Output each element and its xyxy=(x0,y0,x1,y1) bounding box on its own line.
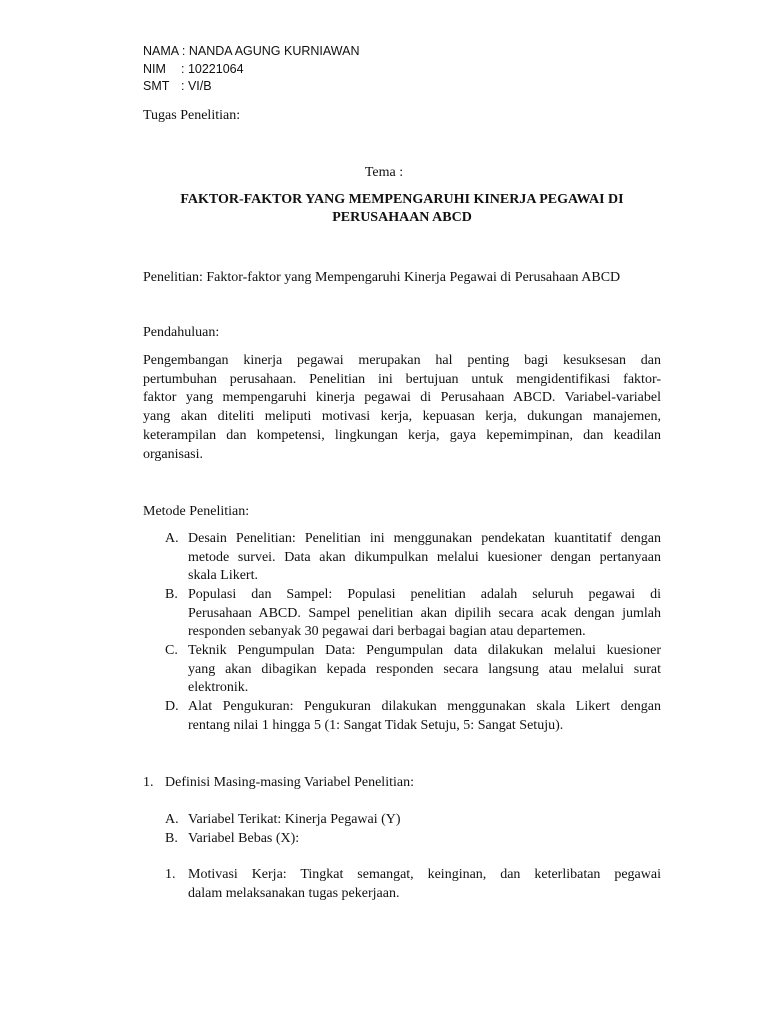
title-line-2: PERUSAHAAN ABCD xyxy=(332,210,472,225)
smt-value: : VI/B xyxy=(181,79,212,93)
list-marker: A. xyxy=(165,812,179,827)
paragraph-line: organisasi. xyxy=(143,446,204,462)
item-line: dalam melaksanakan tugas pekerjaan. xyxy=(188,885,400,901)
item-line: responden sebanyak 30 pegawai dari berbagai bagian atau departemen. xyxy=(188,624,586,640)
item-line: Desain Penelitian: Penelitian ini menggunakan pendekatan kuantitatif dengan xyxy=(188,531,661,546)
nim-value: : 10221064 xyxy=(181,62,244,76)
list-marker: A. xyxy=(165,531,179,546)
list-marker: D. xyxy=(165,699,179,714)
list-marker: B. xyxy=(165,831,178,846)
item-line: Motivasi Kerja: Tingkat semangat, keinginan, dan keterlibatan pegawai xyxy=(188,867,661,882)
item-line: elektronik. xyxy=(188,680,249,696)
title-line-1: FAKTOR-FAKTOR YANG MEMPENGARUHI KINERJA PEGAWAI DI xyxy=(180,192,624,207)
pendahuluan-paragraph xyxy=(143,352,661,464)
paragraph-line: faktor yang mempengaruhi kinerja pegawai di Perusahaan ABCD. Variabel-variabel xyxy=(143,390,661,406)
tema-label: Tema : xyxy=(364,165,404,180)
item-line: Populasi dan Sampel: Populasi penelitian adalah seluruh pegawai di xyxy=(188,587,661,602)
paragraph-line: Pengembangan kinerja pegawai merupakan hal penting bagi kesuksesan dan xyxy=(143,353,661,368)
variabel-bebas: Variabel Bebas (X): xyxy=(188,831,300,846)
item-line: yang akan dibagikan kepada responden secara langsung atau melalui surat xyxy=(188,661,661,677)
item-line: metode survei. Data akan dikumpulkan melalui kuesioner dengan pertanyaan xyxy=(188,549,661,565)
paragraph-line: yang akan diteliti meliputi motivasi kerja, kepuasan kerja, dukungan manajemen, xyxy=(143,409,661,425)
paragraph-line: keterampilan dan kompetensi, lingkungan kerja, gaya kepemimpinan, dan keadilan xyxy=(143,427,661,443)
metode-heading: Metode Penelitian: xyxy=(143,504,250,519)
nim-label: NIM xyxy=(143,62,166,76)
item-line: Alat Pengukuran: Pengukuran dilakukan menggunakan skala Likert dengan xyxy=(188,699,661,714)
smt-label: SMT xyxy=(143,79,170,93)
paragraph-line: pertumbuhan perusahaan. Penelitian ini bertujuan untuk mengidentifikasi faktor- xyxy=(143,371,661,387)
list-marker: C. xyxy=(165,643,178,658)
variabel-terikat: Variabel Terikat: Kinerja Pegawai (Y) xyxy=(188,812,401,827)
item-line: skala Likert. xyxy=(188,568,258,584)
list-marker: B. xyxy=(165,587,178,602)
definisi-heading: Definisi Masing-masing Variabel Penelitian: xyxy=(165,775,414,790)
item-line: rentang nilai 1 hingga 5 (1: Sangat Tidak Setuju, 5: Sangat Setuju). xyxy=(188,717,564,733)
item-line: Teknik Pengumpulan Data: Pengumpulan data dilakukan melalui kuesioner xyxy=(188,643,661,658)
definisi-marker: 1. xyxy=(143,775,154,790)
pendahuluan-heading: Pendahuluan: xyxy=(143,325,220,340)
student-name: NAMA : NANDA AGUNG KURNIAWAN xyxy=(143,44,360,58)
penelitian-line: Penelitian: Faktor-faktor yang Mempengaruhi Kinerja Pegawai di Perusahaan ABCD xyxy=(143,270,621,285)
tugas-heading: Tugas Penelitian: xyxy=(143,108,241,123)
list-marker: 1. xyxy=(165,867,176,882)
item-line: Perusahaan ABCD. Sampel penelitian akan dipilih secara acak dengan jumlah xyxy=(188,605,661,621)
